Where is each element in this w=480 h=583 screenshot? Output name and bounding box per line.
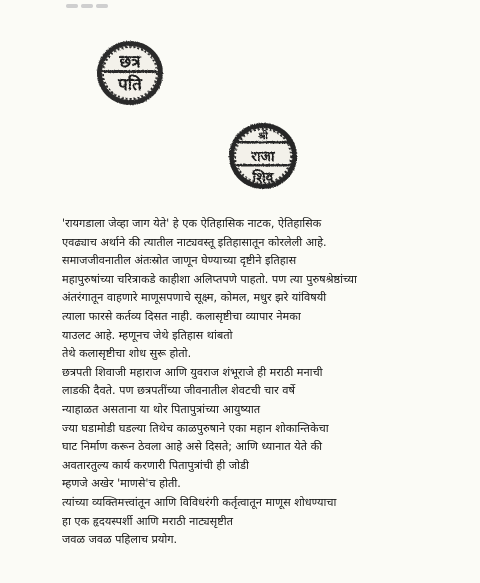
text-line: हा एक हृदयस्पर्शी आणि मराठी नाट्यसृष्टीत — [62, 514, 234, 528]
text-line: घाट निर्माण करून ठेवला आहे असे दिसते; आणि ध्यानात येते की — [62, 440, 323, 454]
text-line: एवढ्याच अर्थाने की त्यातील नाट्यवस्तू इतिहासातून कोरलेली आहे. — [62, 235, 327, 249]
text-line: समाजजीवनातील अंतःस्रोत जाणून घेण्याच्या दृष्टीने इतिहास — [62, 254, 297, 268]
scan-mark — [66, 4, 108, 10]
coin-chhatrapati-icon — [94, 37, 166, 109]
coin-2-legend-middle: राजा — [251, 149, 275, 165]
text-line: अवतारतुल्य कार्य करणारी पितापुत्रांची ही जोडी — [62, 458, 249, 472]
text-line: त्याला फारसे कर्तव्य दिसत नाही. कलासृष्टीचा व्यापार नेमका — [62, 309, 301, 323]
text-line: न्याहाळत असताना या थोर पितापुत्रांच्या आयुष्यात — [62, 402, 261, 416]
text-line: छत्रपती शिवाजी महाराज आणि युवराज शंभूराजे ही मराठी मनाची — [62, 365, 323, 379]
text-line: ज्या घडामोडी घडल्या तिथेच काळपुरुषाने एका महान शोकान्तिकेचा — [62, 421, 329, 435]
coin-shivaji-icon — [226, 120, 300, 192]
coin-2-legend-bottom: शिव — [252, 170, 274, 186]
coin-2-legend-top: श्री — [258, 131, 268, 142]
text-line: म्हणजे अखेर 'माणसे'च होती. — [62, 477, 181, 491]
coin-1-legend-bottom: पति — [118, 75, 142, 95]
blurb-text — [62, 215, 467, 550]
text-line: लाडकी दैवते. पण छत्रपतींच्या जीवनातील शेवटची चार वर्षे — [62, 384, 295, 398]
text-line: अंतरंगातून वाहणारे माणूसपणाचे सूक्ष्म, कोमल, मधुर झरे यांविषयी — [62, 291, 327, 305]
text-line: 'रायगडाला जेव्हा जाग येते' हे एक ऐतिहासिक नाटक, ऐतिहासिक — [62, 217, 322, 230]
text-line: महापुरुषांच्या चरित्राकडे काहीशा अलिप्तपणे पाहतो. पण त्या पुरुषश्रेष्ठांच्या — [62, 272, 357, 286]
text-line: याउलट आहे. म्हणूनच जेथे इतिहास थांबतो — [62, 328, 233, 342]
text-line: त्यांच्या व्यक्तिमत्त्वांतून आणि विविधरंगी कर्तृत्वातून माणूस शोधण्याचा — [62, 495, 337, 509]
coin-1-legend-top: छत्र — [119, 52, 141, 72]
text-line: तेथे कलासृष्टीचा शोध सुरू होतो. — [62, 347, 192, 361]
text-line: जवळ जवळ पहिलाच प्रयोग. — [62, 533, 178, 547]
